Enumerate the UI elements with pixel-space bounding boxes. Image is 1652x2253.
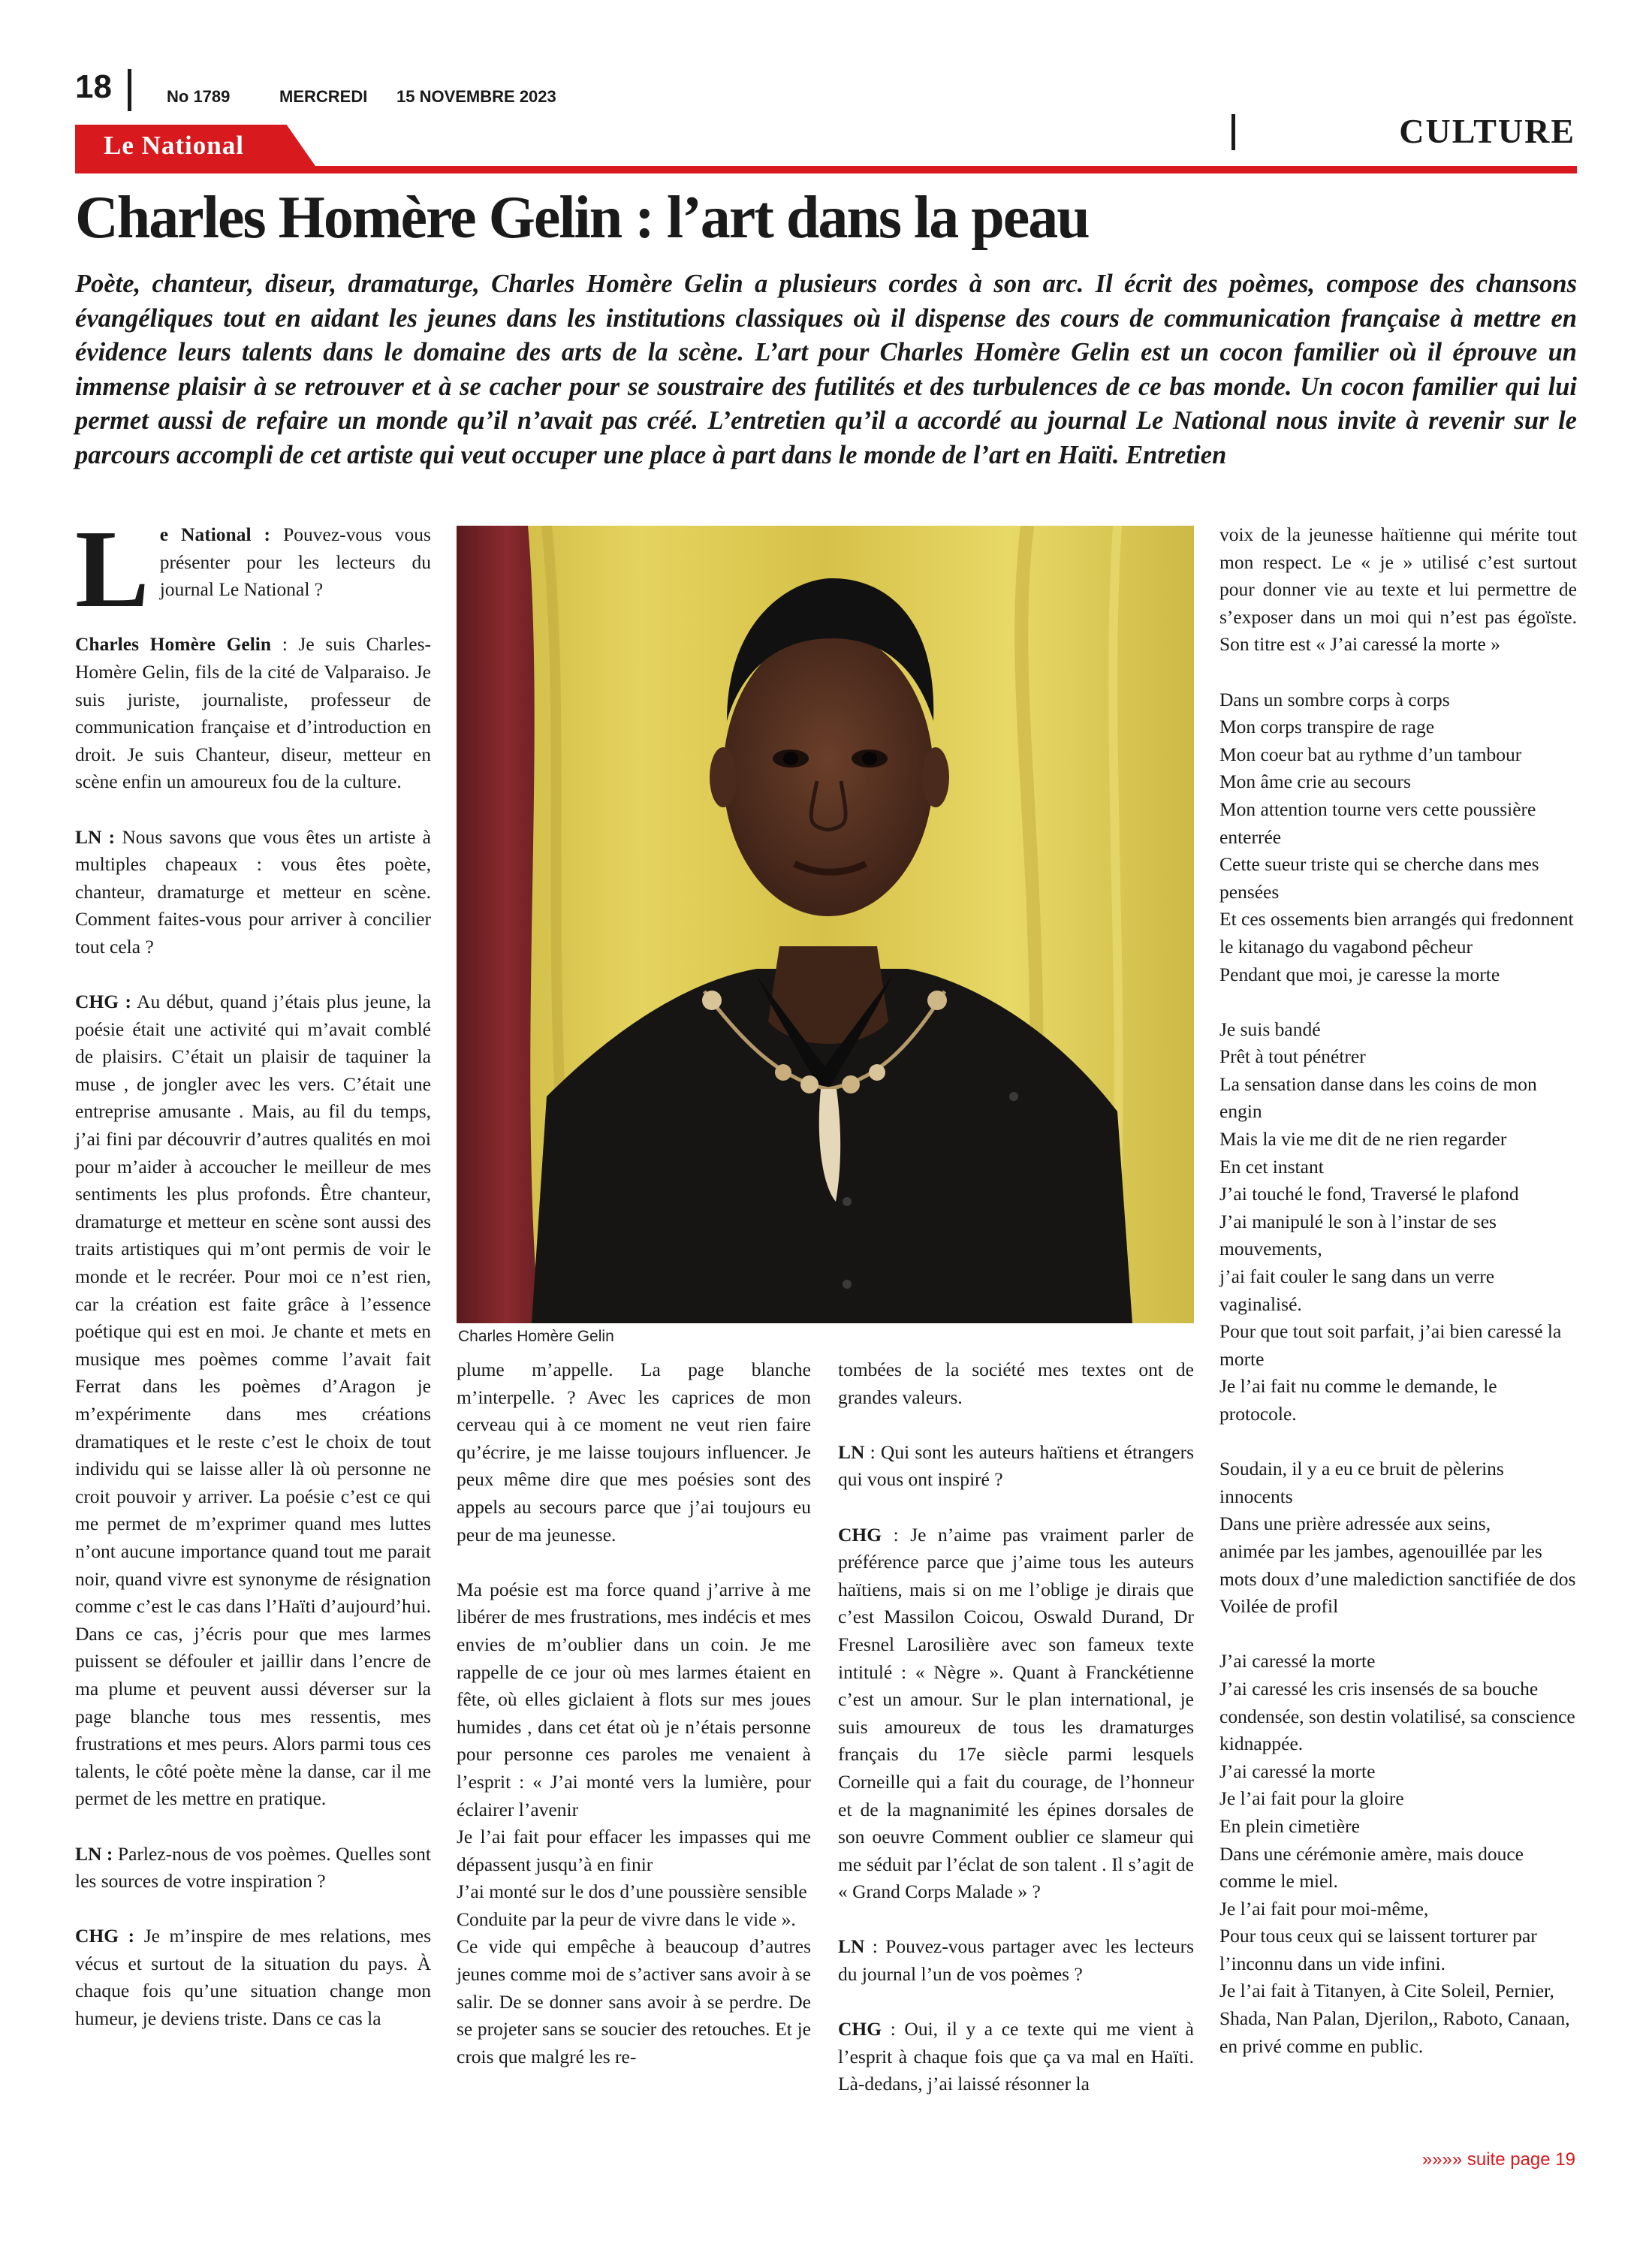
interview-question-3 [75, 1841, 431, 1896]
answer-text: Je m’inspire de mes relations, mes vécus et surtout de la situation du pays. À chaque fois qu’une situation change mon humeur, je deviens triste. Dans ce cas la [75, 1925, 431, 2030]
answer-speaker: Charles Homère Gelin [75, 633, 272, 656]
interview-answer-3 [75, 1923, 431, 2032]
poem-line: Cette sueur triste qui se cherche dans mes pensées [1219, 853, 1539, 903]
poem-line: Mon corps transpire de rage [1219, 716, 1435, 738]
question-speaker: LN [838, 1440, 865, 1463]
question-text: Pouvez-vous vous présenter pour les lecteurs du journal Le National ? [159, 523, 431, 601]
question-text: : Pouvez-vous partager avec les lecteurs du journal l’un de vos poèmes ? [838, 1935, 1194, 1986]
poem-line: Dans une prière adressée aux seins, [1219, 1513, 1491, 1535]
poem-line: Je l’ai fait pour la gloire [1219, 1787, 1404, 1810]
question-speaker: LN : [75, 825, 116, 848]
continuation-link[interactable]: »»»» suite page 19 [1421, 2149, 1575, 2170]
poem-stanza-1 [1219, 686, 1577, 989]
photo-caption: Charles Homère Gelin [458, 1328, 614, 1345]
paragraph: tombées de la société mes textes ont de grandes valeurs. [838, 1359, 1194, 1408]
header-rule [75, 166, 1577, 173]
paragraph: Ce vide qui empêche à beaucoup d’autres jeunes comme moi de s’activer sans avoir à se salir. De se donner sans avoir à se perdre. De se projeter sans se soucier des retouches. Et je crois que malgré les re- [457, 1935, 811, 2068]
masthead-label: Le National [104, 131, 244, 160]
article-column-3 [838, 1356, 1194, 2098]
paragraph: plume m’appelle. La page blanche m’interpelle. ? Avec les caprices de mon cerveau qui à ce moment ne veut rien faire qu’écrire, je me laisse toujours influencer. Je peux même dire que mes poésies sont des appels au secours parce que j’ai toujours eu peur de ma jeunesse. [457, 1359, 811, 1546]
question-text: Parlez-nous de vos poèmes. Quelles sont les sources de votre inspiration ? [75, 1842, 431, 1893]
poem-line: En plein cimetière [1219, 1814, 1360, 1837]
drop-cap: L [75, 508, 149, 631]
poem-line: Dans un sombre corps à corps [1219, 688, 1450, 710]
question-text: Nous savons que vous êtes un artiste à multiples chapeaux : vous êtes poète, chanteur, dramaturge et metteur en scène. Comment faites-vous pour arriver à concilier tout cela ? [75, 825, 432, 958]
poem-line: Je l’ai fait à Titanyen, à Cite Soleil, Pernier, Shada, Nan Palan, Djerilon,, Raboto, Canaan, en privé comme en public. [1219, 1980, 1570, 2057]
poem-stanza-2 [1219, 1016, 1577, 1428]
poem-line: J’ai manipulé le son à l’instar de ses mouvements, [1219, 1210, 1497, 1260]
poem-line: Pendant que moi, je caresse la morte [1219, 963, 1500, 985]
answer-speaker: CHG [838, 1523, 882, 1546]
poem-line: Pour que tout soit parfait, j’ai bien caressé la morte [1219, 1320, 1562, 1370]
issue-number: No 1789 [167, 87, 231, 106]
interview-answer-1 [75, 631, 431, 796]
interview-question-4 [838, 1439, 1194, 1494]
article-lead: Poète, chanteur, diseur, dramaturge, Charles Homère Gelin a plusieurs cordes à son arc. Il écrit des poèmes, compose des chansons évangéliques tout en aidant les jeunes dans les institutions classiques où il dispense des cours de communication française à mettre en évidence leurs talents dans le domaine des arts de la scène. L’art pour Charles Homère Gelin est un cocon familier où il éprouve un immense plaisir à se retrouver et à se cacher pour se soustraire des futilités et des turbulences de ce bas monde. Un cocon familier qui lui permet aussi de refaire un monde qu’il n’avait pas créé. L’entretien qu’il a accordé au journal Le National nous invite à revenir sur le parcours accompli de cet artiste qui veut occuper une place à part dans le monde de l’art en Haïti. Entretien [75, 270, 1577, 469]
poem-line: En cet instant [1219, 1155, 1324, 1178]
answer-text: : Je n’aime pas vraiment parler de préférence parce que j’aime tous les auteurs haïtiens, mais si on me l’oblige je dirais que c’est Massilon Coicou, Oswald Durand, Dr Fresnel Larosilière avec son fameux texte intitulé : « Nègre ». Quant à Franckétienne c’est un amour. Sur le plan international, je suis amoureux de tous les dramaturges français du 17e siècle parmi lesquels Corneille qui a fait du courage, de l’honneur et de la magnanimité les épines dorsales de son oeuvre Comment oublier ce slameur qui me séduit par l’éclat de son talent . Il s’agit de « Grand Corps Malade » ? [838, 1523, 1194, 1903]
poem-line: La sensation danse dans les coins de mon engin [1219, 1072, 1537, 1123]
interview-answer-4 [838, 1522, 1194, 1906]
paragraph: Conduite par la peur de vivre dans le vide ». [457, 1908, 796, 1930]
poem-line: animée par les jambes, agenouillée par les mots doux d’une malediction sanctifiée de dos [1219, 1540, 1576, 1590]
interview-answer-5 [838, 2016, 1194, 2098]
poem-intro: voix de la jeunesse haïtienne qui mérite tout mon respect. Le « je » utilisé c’est surtout pour donner vie au texte et lui permettre de s’exposer dans un moi qui n’est pas égoïste. Son titre est « J’ai caressé la morte » [1219, 523, 1577, 656]
article-column-1 [75, 508, 432, 2033]
poem-line: Dans une cérémonie amère, mais douce comme le miel. [1219, 1842, 1524, 1893]
poem-line: Mon coeur bat au rythme d’un tambour [1219, 743, 1522, 765]
answer-text: : Oui, il y a ce texte qui me vient à l’esprit à chaque fois que ça va mal en Haïti. Là-dedans, j’ai laissé résonner la [838, 2018, 1194, 2095]
poem-line: Voilée de profil [1219, 1595, 1339, 1618]
poem-line: J’ai caressé la morte [1219, 1650, 1376, 1672]
section-divider [1231, 114, 1235, 150]
article-column-2 [457, 1356, 811, 2071]
poem-line: Mon attention tourne vers cette poussière enterrée [1219, 798, 1536, 848]
answer-text: : Je suis Charles-Homère Gelin, fils de la cité de Valparaiso. Je suis juriste, journaliste, professeur de communication française et d’introduction en droit. Je suis Chanteur, diseur, metteur en scène enfin un amoureux fou de la culture. [75, 633, 431, 793]
answer-speaker: CHG : [75, 1925, 135, 1947]
poem-line: Je l’ai fait pour moi-même, [1219, 1897, 1429, 1920]
poem-line: Et ces ossements bien arrangés qui fredonnent le kitanago du vagabond pêcheur [1219, 908, 1574, 958]
paragraph: J’ai monté sur le dos d’une poussière sensible [457, 1881, 807, 1903]
page-number-divider [128, 69, 131, 111]
answer-speaker: CHG [838, 2018, 882, 2040]
section-label: CULTURE [1399, 112, 1575, 150]
interview-question-1 [75, 508, 431, 631]
poem-line: Mais la vie me dit de ne rien regarder [1219, 1128, 1507, 1151]
paragraph: Ma poésie est ma force quand j’arrive à me libérer de mes frustrations, mes indécis et mes envies de m’oublier dans un coin. Je me rappelle de ce jour où mes larmes étaient en fête, où elles giclaient à flots sur mes joues humides , dans cet état où je n’étais personne pour personne ces paroles me venaient à l’esprit : « J’ai monté vers la lumière, pour éclairer l’avenir [457, 1578, 811, 1820]
issue-date: 15 NOVEMBRE 2023 [396, 87, 556, 106]
answer-text: Au début, quand j’étais plus jeune, la poésie était une activité qui m’avait comblé de plaisirs. C’était un plaisir de taquiner la muse , de jongler avec les vers. C’était une entreprise amusante . Mais, au fil du temps, j’ai fini par découvrir d’autres qualités en moi pour m’aider à accoucher le meilleur de mes sentiments les plus profonds. Être chanteur, dramaturge et metteur en scène sont aussi des traits artistiques qui m’ont permis de voir le monde et le recréer. Pour moi ce n’est rien, car la création est faite grâce à l’essence poétique qui est en moi. Je chante et mets en musique mes poèmes comme l’avait fait Ferrat dans les poèmes d’Aragon je m’expérimente dans mes créations dramatiques et le reste c’est le choix de tout individu qui se laisse aller là où personne ne croit pouvoir y arriver. La poésie c’est ce qui me permet de m’exprimer quand mes luttes n’ont aucune importance quand tout me parait noir, quand vivre est synonyme de résignation comme c’est le cas dans l’Haïti d’aujourd’hui. Dans ce cas, j’écris pour que mes larmes puissent se défouler et jaillir dans l’encre de ma plume et peuvent aussi déverser sur la page blanche tous mes ressentis, mes frustrations et mes peurs. Alors parmi tous ces talents, le côté poète mène la danse, car il me permet de les mettre en pratique. [75, 991, 431, 1810]
page-number: 18 [75, 68, 112, 105]
paragraph: Je l’ai fait pour effacer les impasses qui me dépassent jusqu’à en finir [457, 1826, 811, 1875]
poem-line: Pour tous ceux qui se laissent torturer par l’inconnu dans un vide infini. [1219, 1925, 1537, 1974]
poem-line: Mon âme crie au secours [1219, 771, 1411, 793]
portrait-illustration [457, 526, 1194, 1323]
question-speaker: LN : [75, 1842, 113, 1865]
portrait-photo [457, 526, 1194, 1323]
poem-stanza-4 [1219, 1648, 1577, 2060]
poem-line: J’ai caressé les cris insensés de sa bouche condensée, son destin volatilisé, sa conscience kidnappée. [1219, 1677, 1575, 1755]
poem-line: J’ai touché le fond, Traversé le plafond [1219, 1183, 1519, 1205]
question-speaker: LN [838, 1935, 865, 1958]
poem-stanza-3 [1219, 1455, 1577, 1621]
question-speaker: e National : [159, 523, 271, 545]
answer-speaker: CHG : [75, 991, 132, 1013]
poem-line: j’ai fait couler le sang dans un verre vaginalisé. [1219, 1265, 1495, 1315]
poem-line: Je l’ai fait nu comme le demande, le protocole. [1219, 1375, 1497, 1425]
interview-question-5 [838, 1933, 1194, 1988]
issue-day: MERCREDI [279, 87, 368, 106]
poem-line: Soudain, il y a eu ce bruit de pèlerins innocents [1219, 1458, 1504, 1507]
poem-line: Je suis bandé [1219, 1018, 1321, 1040]
question-text: : Qui sont les auteurs haïtiens et étrangers qui vous ont inspiré ? [838, 1440, 1194, 1491]
article-title: Charles Homère Gelin : l’art dans la peau [75, 185, 1089, 251]
article-column-4 [1219, 521, 1577, 2088]
poem-line: J’ai caressé la morte [1219, 1760, 1376, 1782]
interview-question-2 [75, 824, 431, 961]
interview-answer-2 [75, 988, 431, 1813]
poem-line: Prêt à tout pénétrer [1219, 1045, 1366, 1068]
